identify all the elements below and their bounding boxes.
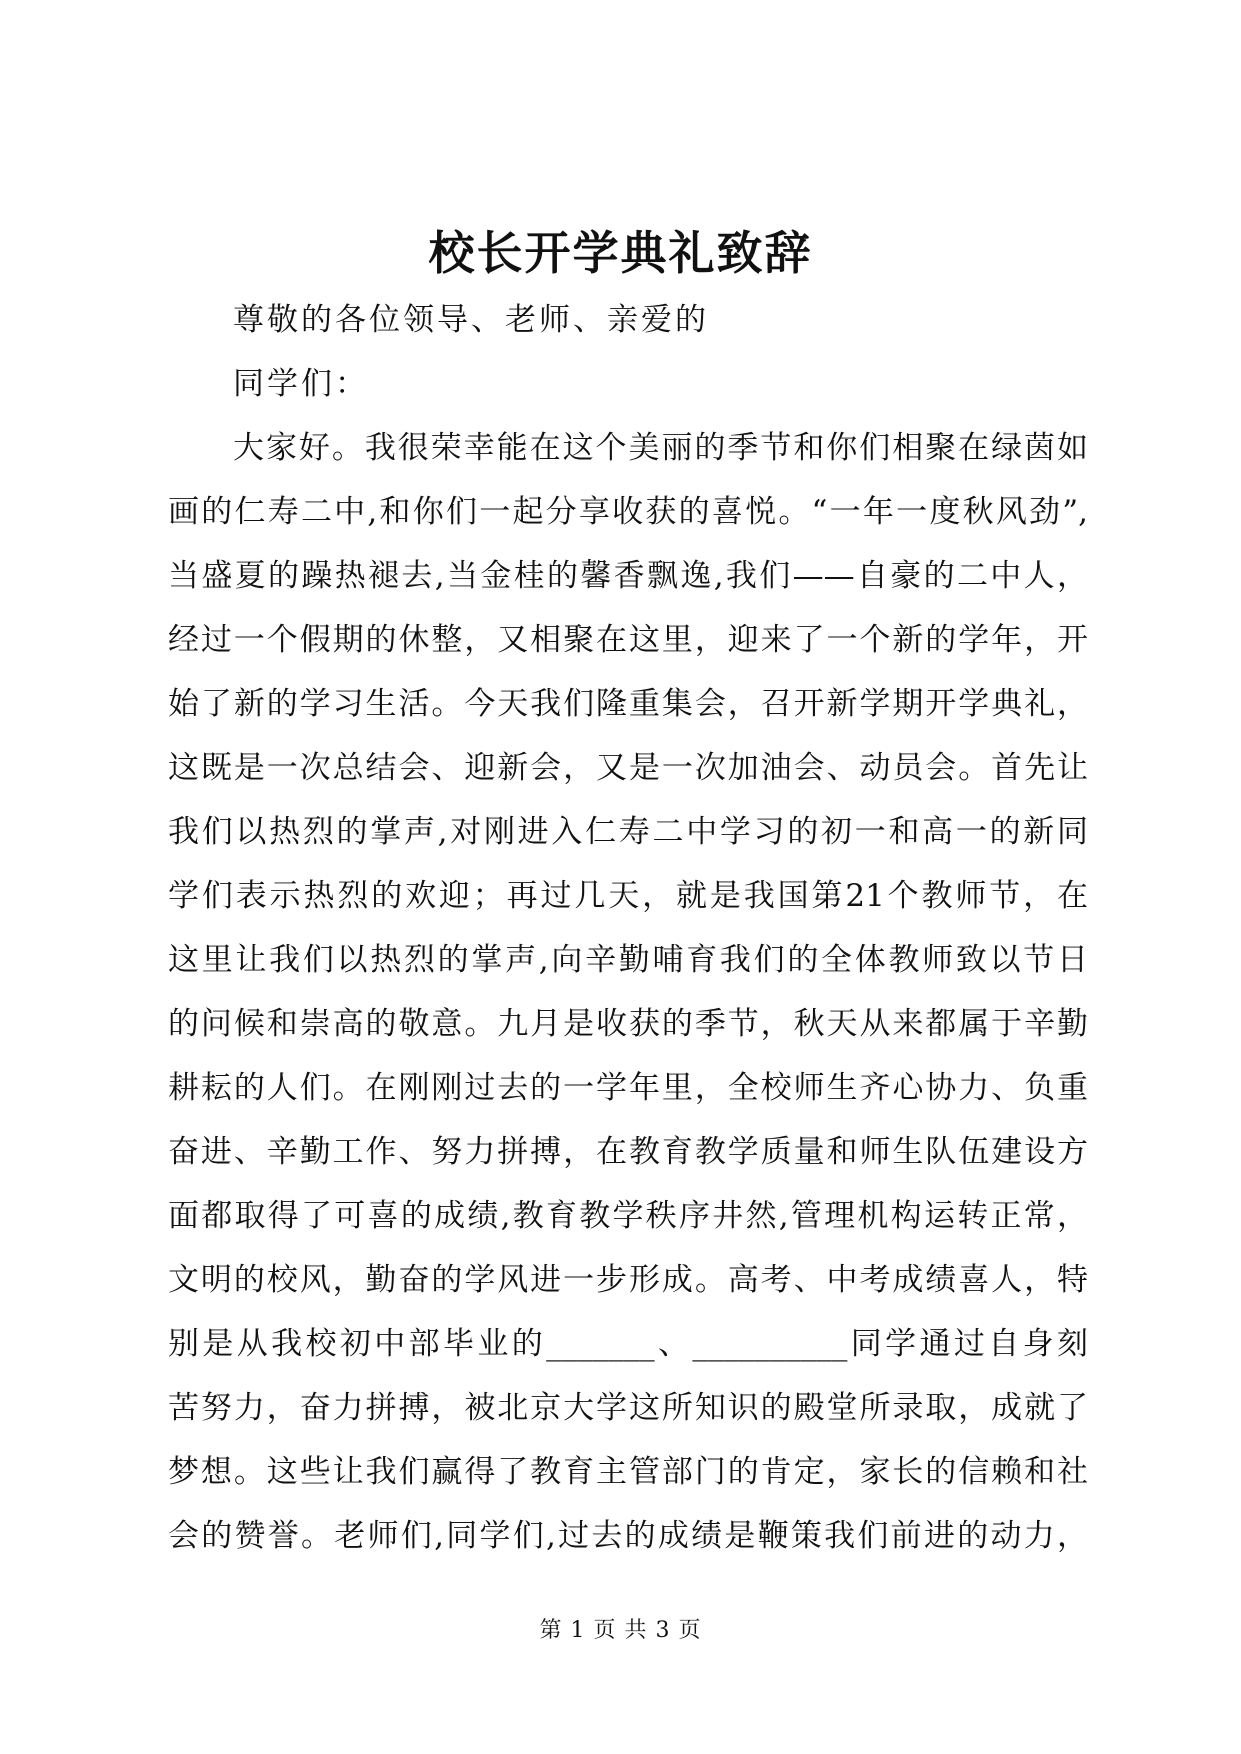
- body-line: 面都取得了可喜的成绩,教育教学秩序井然,管理机构运转正常，: [168, 1198, 1088, 1234]
- body-line: 我们以热烈的掌声,对刚进入仁寿二中学习的初一和高一的新同: [168, 814, 1088, 850]
- body-line: 学们表示热烈的欢迎；再过几天，就是我国第21个教师节，在: [168, 878, 1088, 914]
- salutation-line-2: 同学们：: [233, 366, 369, 402]
- body-line: 耕耘的人们。在刚刚过去的一学年里，全校师生齐心协力、负重: [168, 1070, 1088, 1106]
- body-line: 梦想。这些让我们赢得了教育主管部门的肯定，家长的信赖和社: [168, 1454, 1088, 1490]
- body-line: 苦努力，奋力拼搏，被北京大学这所知识的殿堂所录取，成就了: [168, 1390, 1088, 1426]
- page-footer: 第 1 页 共 3 页: [539, 1618, 702, 1643]
- body-line: 别是从我校初中部毕业的_______、__________同学通过自身刻: [168, 1326, 1088, 1362]
- body-line: 这既是一次总结会、迎新会，又是一次加油会、动员会。首先让: [168, 750, 1088, 786]
- body-line: 会的赞誉。老师们,同学们,过去的成绩是鞭策我们前进的动力，: [168, 1518, 1088, 1554]
- body-line: 画的仁寿二中,和你们一起分享收获的喜悦。“一年一度秋风劲”,: [168, 494, 1088, 530]
- body-line: 经过一个假期的休整，又相聚在这里，迎来了一个新的学年，开: [168, 622, 1088, 658]
- body-text: [168, 428, 1088, 1580]
- body-line: 大家好。我很荣幸能在这个美丽的季节和你们相聚在绿茵如: [233, 430, 1088, 466]
- body-line: 的问候和崇高的敬意。九月是收获的季节，秋天从来都属于辛勤: [168, 1006, 1088, 1042]
- body-line: 这里让我们以热烈的掌声,向辛勤哺育我们的全体教师致以节日: [168, 942, 1088, 978]
- body-line: 始了新的学习生活。今天我们隆重集会，召开新学期开学典礼，: [168, 686, 1088, 722]
- body-line: 当盛夏的躁热褪去,当金桂的馨香飘逸,我们——自豪的二中人，: [168, 558, 1088, 594]
- body-line: 奋进、辛勤工作、努力拼搏，在教育教学质量和师生队伍建设方: [168, 1134, 1088, 1170]
- body-line: 文明的校风，勤奋的学风进一步形成。高考、中考成绩喜人，特: [168, 1262, 1088, 1298]
- salutation-line-1: 尊敬的各位领导、老师、亲爱的: [233, 302, 709, 338]
- document-title: 校长开学典礼致辞: [428, 226, 813, 280]
